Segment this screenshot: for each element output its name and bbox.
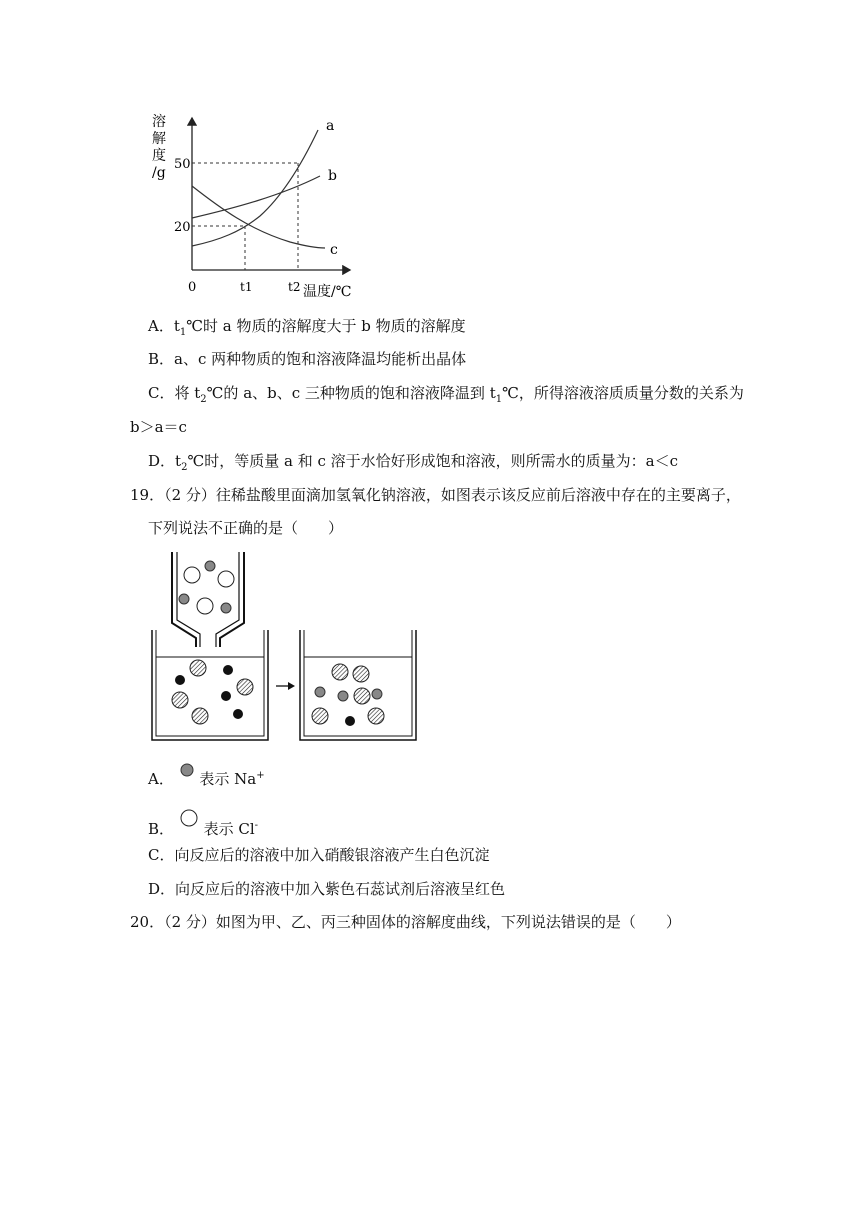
hatched-ion: [354, 688, 370, 704]
na-ion: [338, 691, 348, 701]
hatched-ion: [353, 666, 369, 682]
y-label-2: 解: [152, 131, 166, 147]
na-ion: [372, 689, 382, 699]
q19-stem-line2: 下列说法不正确的是（ ）: [148, 519, 344, 537]
curve-b: [192, 176, 320, 218]
black-ion: [345, 716, 355, 726]
solubility-chart: [140, 108, 370, 303]
ion-reaction-diagram: [148, 550, 428, 745]
q19-stem-line1: 19．（2 分）往稀盐酸里面滴加氢氧化钠溶液，如图表示该反应前后溶液中存在的主要离子，: [130, 486, 741, 504]
q18-option-a: A．$t_1℃$时 a 物质的溶解度大于 b 物质的溶解度: [148, 317, 466, 338]
curve-label-b: b: [328, 168, 337, 184]
q18-option-b: B．a、c 两种物质的饱和溶液降温均能析出晶体: [148, 350, 467, 368]
cl-ion: [184, 567, 200, 583]
curve-label-a: a: [326, 118, 335, 134]
cl-ion: [218, 571, 234, 587]
y-tick-20: 20: [174, 220, 191, 235]
x-tick-t1: t1: [240, 280, 253, 294]
q19-option-b: B． 表示 Cl-: [148, 808, 258, 839]
q19-option-a: A． 表示 Na+: [148, 762, 265, 789]
na-ion: [179, 594, 189, 604]
y-tick-50: 50: [174, 157, 191, 172]
hatched-ion: [172, 692, 188, 708]
y-label-1: 溶: [152, 114, 166, 130]
hatched-ion: [192, 708, 208, 724]
black-ion: [233, 709, 243, 719]
black-ion: [175, 675, 185, 685]
hatched-ion: [312, 708, 328, 724]
black-ion: [223, 665, 233, 675]
x-tick-t2: t2: [288, 280, 301, 294]
na-ion: [315, 687, 325, 697]
black-ion: [221, 691, 231, 701]
cl-ion: [197, 598, 213, 614]
hatched-ion: [190, 660, 206, 676]
q18-option-d: D．$t_2℃$时，等质量 a 和 c 溶于水恰好形成饱和溶液，则所需水的质量为：a＜c: [148, 452, 678, 473]
cl-ion-icon: [179, 808, 199, 828]
na-ion-icon: [179, 762, 195, 778]
na-ion: [205, 561, 215, 571]
hatched-ion: [332, 664, 348, 680]
y-label-4: /g: [152, 165, 166, 181]
curve-label-c: c: [330, 242, 338, 258]
hatched-ion: [368, 708, 384, 724]
q18-option-c-line2: b＞a＝c: [130, 418, 187, 436]
hatched-ion: [237, 679, 253, 695]
q18-option-c-line1: C．将 $t_2℃$的 a、b、c 三种物质的饱和溶液降温到 $t_1℃$，所得溶液溶质质量分数的关系为: [148, 384, 744, 405]
y-label-3: 度: [152, 148, 166, 164]
na-ion: [221, 603, 231, 613]
q19-option-d: D．向反应后的溶液中加入紫色石蕊试剂后溶液呈红色: [148, 880, 506, 898]
q19-option-c: C．向反应后的溶液中加入硝酸银溶液产生白色沉淀: [148, 846, 490, 864]
x-tick-0: 0: [188, 280, 197, 295]
x-axis-label: 温度/℃: [303, 284, 352, 300]
q20-stem: 20．（2 分）如图为甲、乙、丙三种固体的溶解度曲线，下列说法错误的是（ ）: [130, 913, 681, 931]
